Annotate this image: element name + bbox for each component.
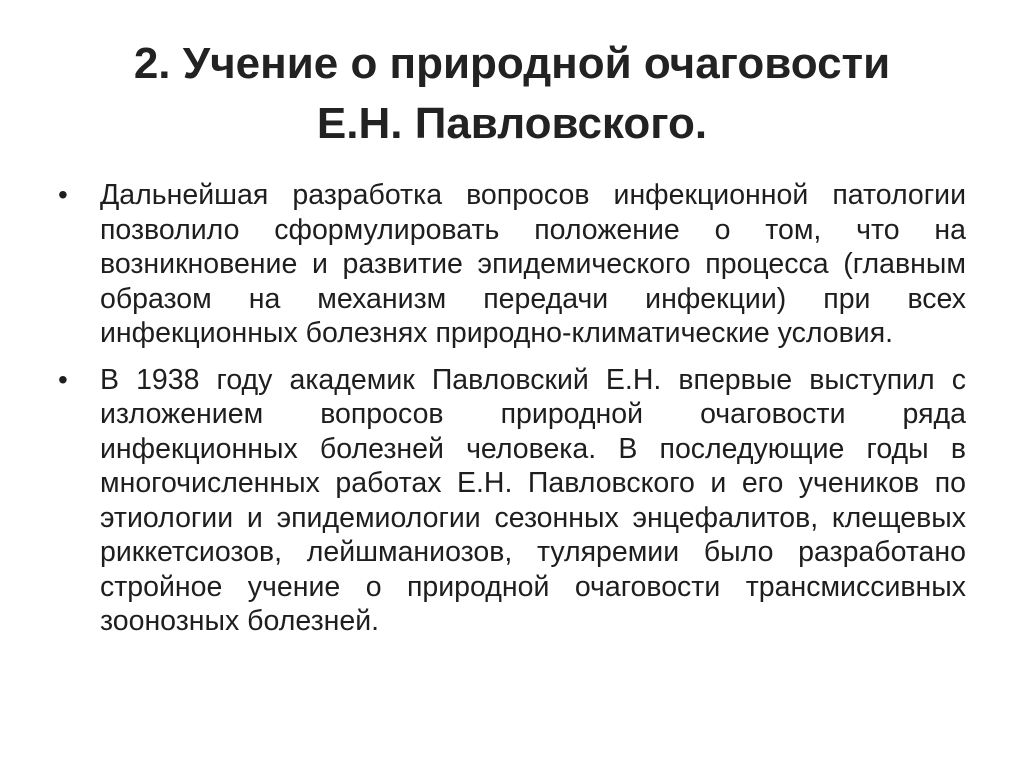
bullet-list [58,178,966,651]
bullet-item [58,363,966,639]
bullet-text: Дальнейшая разработка вопросов инфекционной патологии позволило сформулировать положение о том, что на возникновение и развитие эпидемического процесса (главным образом на механизм передачи инфекции) при всех инфекционных болезнях природно-климатические условия. [100,179,966,349]
slide-title-line-2: Е.Н. Павловского. [316,99,708,148]
slide-title-line-1: 2. Учение о природной очаговости [133,39,891,88]
bullet-dot-icon: • [58,363,68,395]
slide-title [40,34,984,154]
bullet-text: В 1938 году академик Павловский Е.Н. впервые выступил с изложением вопросов природной очаговости ряда инфекционных болезней человека. В последующие годы в многочисленных работах Е.Н. Павловского и его учеников по этиологии и эпидемиологии сезонных энцефалитов, клещевых риккетсиозов, лейшманиозов, туляремии было разработано стройное учение о природной очаговости трансмиссивных зоонозных болезней. [100,363,966,637]
bullet-item [58,178,966,351]
bullet-dot-icon: • [58,179,68,210]
